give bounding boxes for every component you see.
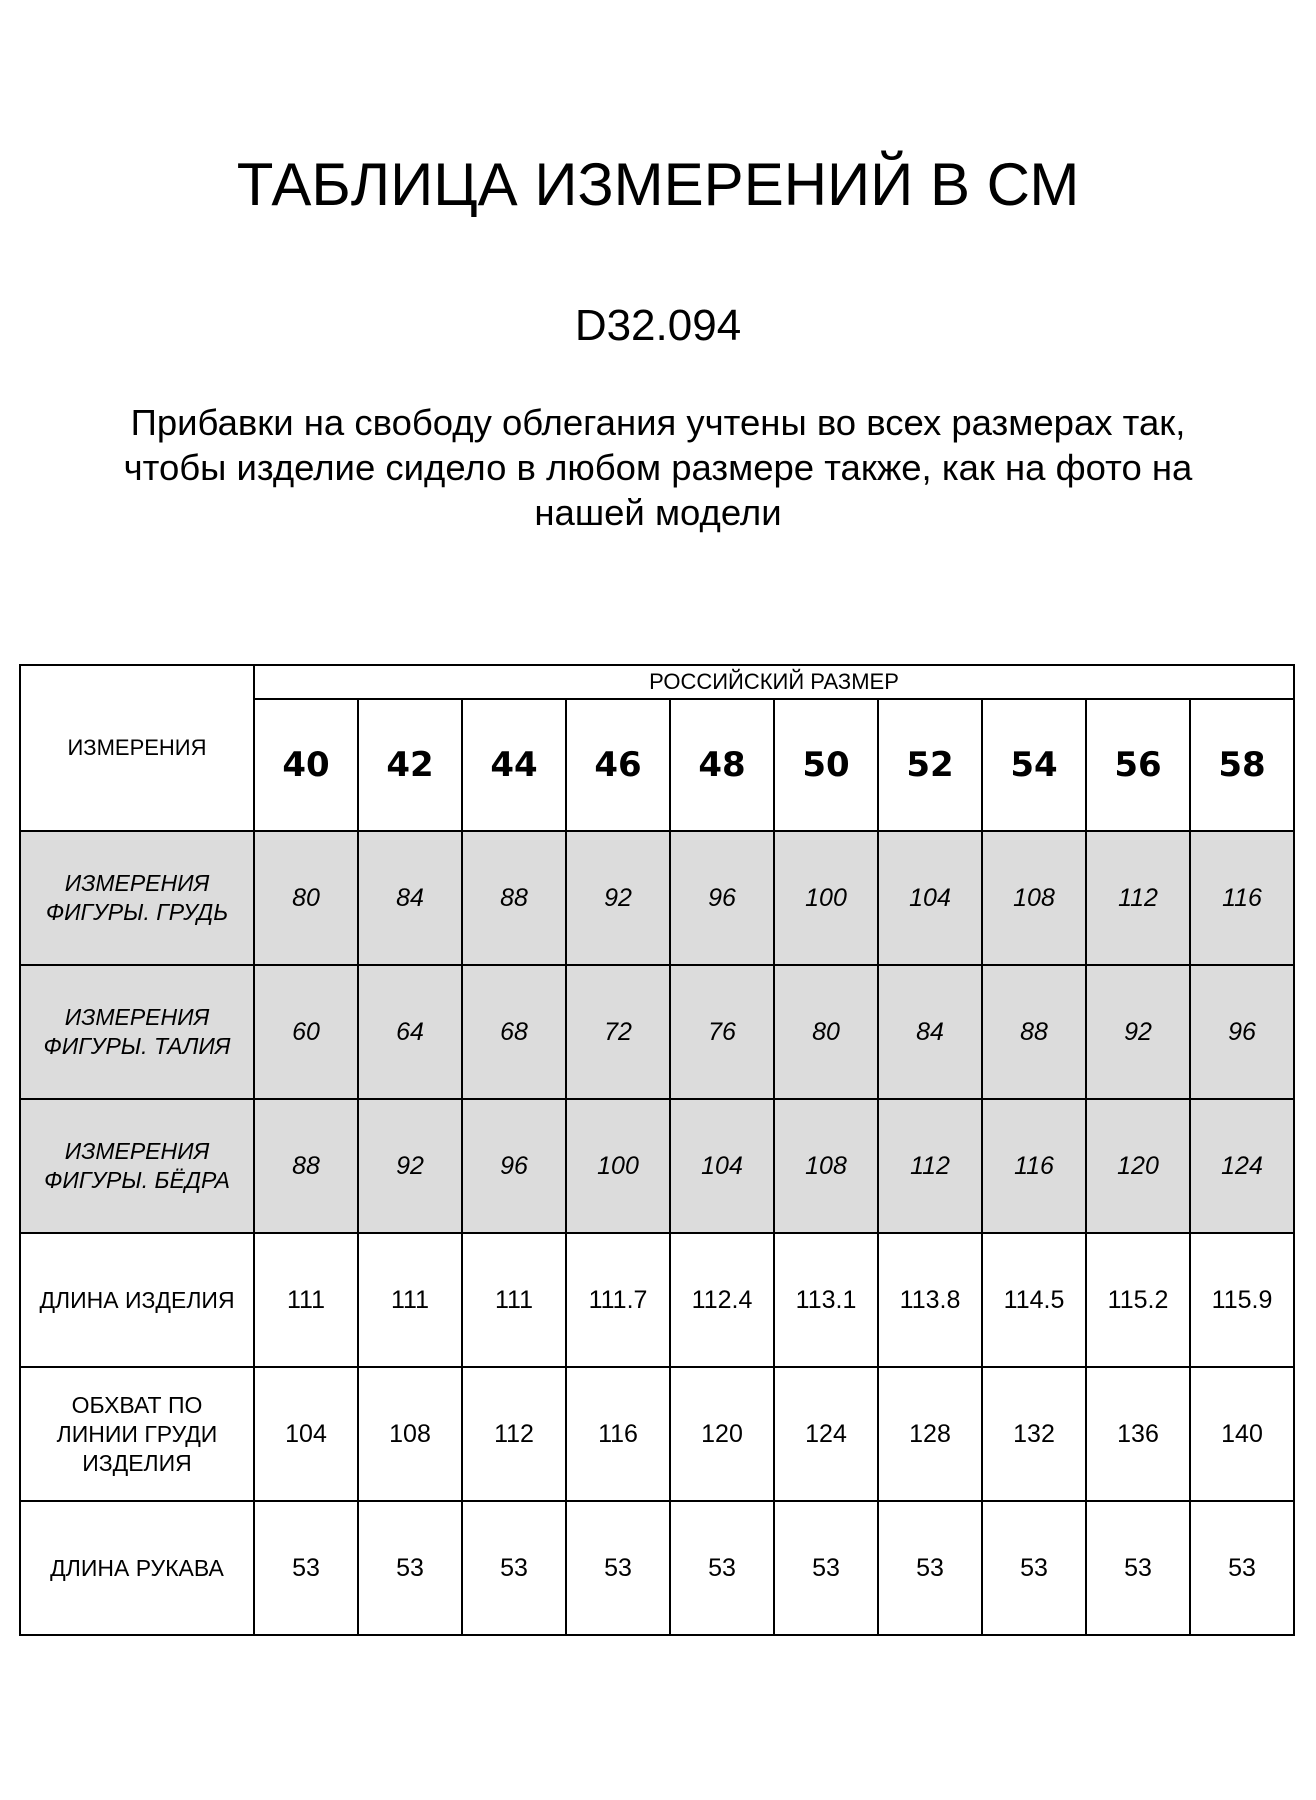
value-cell: 113.8 bbox=[878, 1233, 982, 1367]
value-cell: 112 bbox=[878, 1099, 982, 1233]
value-cell: 116 bbox=[1190, 831, 1294, 965]
value-cell: 88 bbox=[462, 831, 566, 965]
value-cell: 111 bbox=[254, 1233, 358, 1367]
value-cell: 53 bbox=[670, 1501, 774, 1635]
fit-note-line: нашей модели bbox=[534, 492, 782, 533]
size-header-cell: 40 bbox=[254, 699, 358, 831]
row-label-line: ИЗМЕРЕНИЯ bbox=[64, 1138, 210, 1164]
value-cell: 53 bbox=[774, 1501, 878, 1635]
size-header-cell: 58 bbox=[1190, 699, 1294, 831]
value-cell: 96 bbox=[1190, 965, 1294, 1099]
value-cell: 80 bbox=[774, 965, 878, 1099]
value-cell: 113.1 bbox=[774, 1233, 878, 1367]
size-header-cell: 42 bbox=[358, 699, 462, 831]
value-cell: 140 bbox=[1190, 1367, 1294, 1501]
value-cell: 53 bbox=[878, 1501, 982, 1635]
value-cell: 60 bbox=[254, 965, 358, 1099]
size-header-cell: 54 bbox=[982, 699, 1086, 831]
value-cell: 108 bbox=[982, 831, 1086, 965]
value-cell: 132 bbox=[982, 1367, 1086, 1501]
value-cell: 92 bbox=[358, 1099, 462, 1233]
row-label bbox=[20, 965, 254, 1099]
row-label bbox=[20, 1367, 254, 1501]
value-cell: 115.2 bbox=[1086, 1233, 1190, 1367]
value-cell: 128 bbox=[878, 1367, 982, 1501]
value-cell: 72 bbox=[566, 965, 670, 1099]
row-label-line: ФИГУРЫ. ГРУДЬ bbox=[45, 899, 229, 925]
row-label bbox=[20, 1099, 254, 1233]
value-cell: 64 bbox=[358, 965, 462, 1099]
model-code: D32.094 bbox=[574, 301, 742, 350]
value-cell: 112 bbox=[1086, 831, 1190, 965]
value-cell: 76 bbox=[670, 965, 774, 1099]
value-cell: 108 bbox=[774, 1099, 878, 1233]
value-cell: 92 bbox=[1086, 965, 1190, 1099]
value-cell: 53 bbox=[358, 1501, 462, 1635]
value-cell: 104 bbox=[254, 1367, 358, 1501]
fit-note-line: Прибавки на свободу облегания учтены во всех размерах так, bbox=[130, 402, 1186, 443]
value-cell: 104 bbox=[670, 1099, 774, 1233]
table-row bbox=[20, 1099, 1294, 1233]
row-label-line: ИЗДЕЛИЯ bbox=[82, 1449, 192, 1476]
value-cell: 115.9 bbox=[1190, 1233, 1294, 1367]
row-label-line: ОБХВАТ ПО bbox=[71, 1391, 203, 1418]
row-label-line: ДЛИНА РУКАВА bbox=[50, 1554, 224, 1581]
row-label-line: ДЛИНА ИЗДЕЛИЯ bbox=[39, 1286, 235, 1313]
value-cell: 114.5 bbox=[982, 1233, 1086, 1367]
fit-note-line: чтобы изделие сидело в любом размере также, как на фото на bbox=[123, 447, 1193, 488]
value-cell: 53 bbox=[462, 1501, 566, 1635]
value-cell: 96 bbox=[670, 831, 774, 965]
group-header: РОССИЙСКИЙ РАЗМЕР bbox=[254, 665, 1294, 699]
value-cell: 120 bbox=[1086, 1099, 1190, 1233]
row-label-line: ФИГУРЫ. ТАЛИЯ bbox=[43, 1033, 231, 1059]
value-cell: 53 bbox=[1190, 1501, 1294, 1635]
value-cell: 53 bbox=[1086, 1501, 1190, 1635]
value-cell: 112.4 bbox=[670, 1233, 774, 1367]
value-cell: 96 bbox=[462, 1099, 566, 1233]
table-row bbox=[20, 1501, 1294, 1635]
table-row bbox=[20, 1367, 1294, 1501]
value-cell: 124 bbox=[774, 1367, 878, 1501]
size-header-cell: 44 bbox=[462, 699, 566, 831]
value-cell: 104 bbox=[878, 831, 982, 965]
value-cell: 88 bbox=[982, 965, 1086, 1099]
row-label-line: ФИГУРЫ. БЁДРА bbox=[44, 1167, 230, 1193]
size-header-cell: 48 bbox=[670, 699, 774, 831]
table-body bbox=[20, 831, 1294, 1635]
value-cell: 124 bbox=[1190, 1099, 1294, 1233]
row-label-line: ИЗМЕРЕНИЯ bbox=[64, 1004, 210, 1030]
value-cell: 68 bbox=[462, 965, 566, 1099]
value-cell: 111 bbox=[462, 1233, 566, 1367]
value-cell: 100 bbox=[774, 831, 878, 965]
size-header-cell: 50 bbox=[774, 699, 878, 831]
size-header-cell: 46 bbox=[566, 699, 670, 831]
table-row bbox=[20, 965, 1294, 1099]
size-table bbox=[19, 664, 1295, 1636]
table-row bbox=[20, 1233, 1294, 1367]
row-label-line: ЛИНИИ ГРУДИ bbox=[56, 1420, 218, 1447]
size-header-cell: 52 bbox=[878, 699, 982, 831]
row-label bbox=[20, 1501, 254, 1635]
table-row bbox=[20, 831, 1294, 965]
row-label bbox=[20, 1233, 254, 1367]
corner-label: ИЗМЕРЕНИЯ bbox=[20, 665, 254, 831]
value-cell: 53 bbox=[566, 1501, 670, 1635]
value-cell: 92 bbox=[566, 831, 670, 965]
value-cell: 116 bbox=[982, 1099, 1086, 1233]
value-cell: 84 bbox=[878, 965, 982, 1099]
value-cell: 112 bbox=[462, 1367, 566, 1501]
fit-note bbox=[0, 400, 1316, 535]
value-cell: 100 bbox=[566, 1099, 670, 1233]
value-cell: 53 bbox=[254, 1501, 358, 1635]
row-label-line: ИЗМЕРЕНИЯ bbox=[64, 870, 210, 896]
value-cell: 53 bbox=[982, 1501, 1086, 1635]
row-label bbox=[20, 831, 254, 965]
value-cell: 116 bbox=[566, 1367, 670, 1501]
value-cell: 108 bbox=[358, 1367, 462, 1501]
value-cell: 80 bbox=[254, 831, 358, 965]
page-title: ТАБЛИЦА ИЗМЕРЕНИЙ В СМ bbox=[236, 151, 1080, 218]
value-cell: 88 bbox=[254, 1099, 358, 1233]
value-cell: 84 bbox=[358, 831, 462, 965]
size-header-cell: 56 bbox=[1086, 699, 1190, 831]
value-cell: 111.7 bbox=[566, 1233, 670, 1367]
value-cell: 111 bbox=[358, 1233, 462, 1367]
value-cell: 120 bbox=[670, 1367, 774, 1501]
value-cell: 136 bbox=[1086, 1367, 1190, 1501]
